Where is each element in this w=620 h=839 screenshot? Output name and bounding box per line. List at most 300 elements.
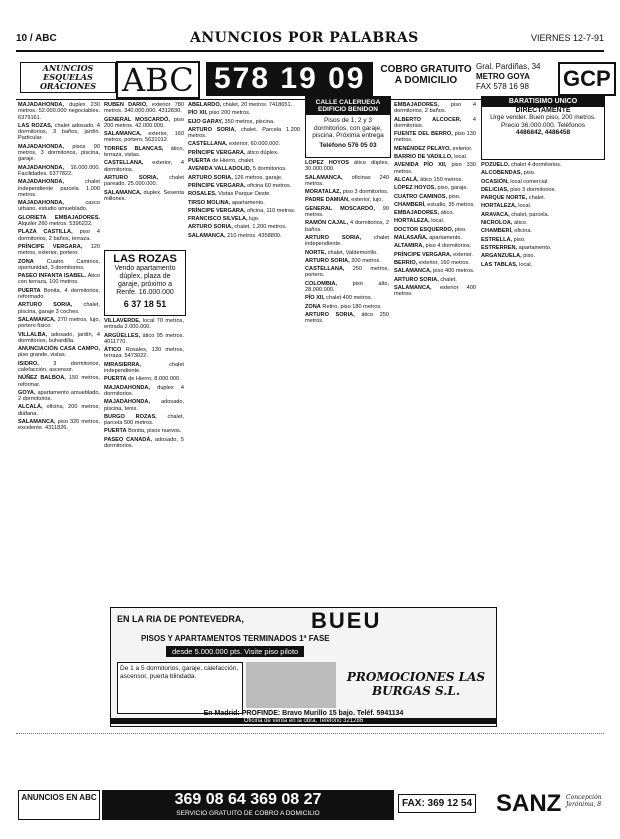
classified-ad: [104, 399, 184, 412]
ad-text: lujo.: [249, 216, 260, 223]
classified-ad: [104, 437, 184, 450]
footer-address: Concepción Jerónima, 8: [566, 794, 602, 808]
classified-ad: [394, 146, 476, 152]
ad-text: Alquiler 260 metros. 5396222.: [18, 221, 93, 228]
ad-heading: NICROLOA,: [481, 220, 513, 227]
box-calle-caleruega: [305, 96, 391, 158]
ad-heading: PRÍNCIPE VERGARA,: [18, 243, 83, 250]
ad-text: chalet pareado. 25.000.000.: [104, 174, 184, 188]
classified-ad: [305, 235, 389, 248]
classified-ad: [18, 361, 100, 374]
ad-heading: ZONA: [305, 303, 321, 310]
ad-text: exterior.: [452, 145, 473, 152]
ad-text: piso 3 dormitorios.: [510, 186, 556, 193]
classified-ad: [394, 252, 476, 258]
ad-heading: PRÍNCIPE VERGARA,: [188, 149, 246, 156]
ad-text: chalet adosado, 4 dormitorios, 3 baños, jardín. Particular.: [18, 122, 100, 142]
ad-heading: POZUELO,: [481, 162, 510, 168]
banner-address: [476, 62, 556, 92]
column-2-lower: [104, 318, 184, 603]
classified-ad: [394, 218, 476, 224]
classified-ad: [188, 150, 300, 156]
classified-ad: [305, 295, 389, 301]
ad-text: piso 4 dormitorios.: [425, 243, 472, 250]
classified-ad: [18, 144, 100, 163]
column-1: [18, 102, 100, 602]
ad-heading: LÓPEZ HOYOS,: [394, 185, 436, 192]
bueu-oficinas: Oficina de venta en la obra. Teléfono 321286: [111, 718, 496, 724]
classified-ad: [18, 390, 100, 403]
classified-ad: [18, 179, 100, 198]
classified-ad: [394, 194, 476, 200]
footer-phone-box: [102, 790, 394, 820]
classified-ad: [481, 212, 603, 218]
ad-text: ático.: [513, 220, 528, 227]
ad-heading: FUENTE DEL BERRO,: [394, 131, 453, 138]
ad-heading: BERRIO,: [394, 259, 418, 266]
ad-text: piso 4 dormitorios, 2 baños.: [394, 102, 476, 115]
ad-text: duplex 4 dormitorios.: [104, 384, 184, 397]
ad-text: piso 3 dormitorios.: [342, 189, 389, 196]
ad-text: ático 250 metros.: [305, 311, 389, 325]
ad-heading: PÍO XII,: [188, 110, 208, 117]
ad-heading: ARGANZUELA,: [481, 253, 522, 260]
classified-ad: [481, 228, 603, 234]
ad-text: 200 metros.: [351, 257, 381, 264]
column-2: [104, 102, 184, 247]
ad-text: Rosales, 130 metros, terraza. 5473022.: [104, 347, 184, 360]
bueu-line1: EN LA RIA DE PONTEVEDRA,: [117, 614, 244, 624]
ad-heading: AVENIDA PÍO XII,: [394, 162, 447, 169]
ad-text: 270 metros, lujo, portero físico.: [18, 316, 100, 330]
ad-text: local 70 metros, entrada 2.000.000.: [104, 318, 184, 331]
ad-text: Bonita, pisos nuevos.: [128, 428, 182, 435]
ad-heading: SALAMANCA,: [188, 232, 226, 239]
banner-addr1: Gral. Pardiñas, 34: [476, 62, 541, 71]
column-6: [481, 162, 603, 782]
classified-ad: [104, 362, 184, 375]
ad-text: piso 4 dormitorios, 2 baños, terraza.: [18, 229, 100, 242]
classified-ad: [305, 258, 389, 264]
ad-text: piso, garaje.: [437, 185, 469, 192]
ad-heading: AVENIDA VALLADOLID,: [188, 166, 252, 173]
ad-heading: PÍO XII,: [305, 295, 325, 302]
classified-ad: [188, 102, 300, 108]
ad-text: exterior, lujo.: [351, 197, 383, 204]
ad-heading: PADRE DAMIÁN,: [305, 197, 350, 204]
ad-text: duplex 230 metros. 52.000.000 negociables. 6379161.: [18, 102, 100, 121]
classified-ad: [104, 117, 184, 130]
classified-ad: [188, 183, 300, 189]
ad-text: apartamento.: [429, 235, 463, 242]
classified-ad: [18, 259, 100, 272]
bueu-advert: [110, 607, 497, 727]
ad-text: ático, terraza, vistas.: [104, 145, 184, 159]
ad-text: Bonita, 4 dormitorios, reformado.: [18, 287, 100, 301]
classified-ad: [394, 243, 476, 249]
ad-heading: ALCALÁ,: [18, 404, 43, 411]
ad-text: ático 95 metros. 4011770.: [104, 332, 184, 345]
ad-heading: RAMÓN CAJAL,: [305, 220, 349, 227]
classified-ad: [481, 237, 603, 243]
ad-text: de Hierro, 8.000.000.: [128, 376, 181, 383]
ad-heading: CHAMBERÍ,: [394, 201, 426, 208]
ad-heading: OCASIÓN,: [481, 178, 509, 185]
ad-heading: TIRSO MOLINA,: [188, 199, 231, 206]
classified-ad: [394, 177, 476, 183]
classified-ad: [18, 215, 100, 228]
box-las-rozas: [104, 250, 186, 316]
classified-ad: [394, 227, 476, 233]
classified-ad: [188, 110, 300, 116]
ad-heading: ALCALÁ,: [394, 176, 419, 183]
classified-ad: [481, 195, 603, 201]
ad-text: adosado, 5 dormitorios.: [104, 436, 184, 450]
ad-heading: ALBERTO ALCOCER,: [394, 116, 462, 123]
ad-text: ático.: [440, 210, 455, 217]
ad-text: 350 metros, piscina.: [224, 118, 275, 125]
ad-text: exterior 780 metros. 340.000.000. 4312830.: [104, 102, 184, 115]
ad-heading: MAJADAHONDA,: [18, 179, 64, 186]
ad-heading: EMBAJADORES,: [394, 210, 440, 217]
ad-heading: PUERTA: [18, 287, 41, 294]
classified-ad: [104, 146, 184, 159]
ad-heading: LAS ROZAS,: [18, 122, 53, 129]
ad-text: apartamento amueblado, 2 dormitorios.: [18, 389, 100, 403]
ad-heading: ARTURO SORIA,: [188, 126, 237, 133]
ad-heading: MALASAÑA,: [394, 235, 428, 242]
classified-ad: [18, 302, 100, 315]
box-baratisimo-text: Urge vender. Buen piso, 200 metros. Precio 36.000.000. Teléfonos: [490, 114, 596, 129]
ad-text: oficina 60 metros.: [247, 182, 292, 189]
classified-ad: [188, 191, 300, 197]
ad-heading: PUERTA: [104, 376, 127, 383]
ad-text: 126 metros, garaje.: [234, 174, 283, 181]
ad-text: 120 metros, exterior, portero.: [18, 243, 100, 257]
box-baratisimo-title: BARATISIMO UNICO: [482, 97, 604, 107]
ad-text: piso alto, 28.000.000.: [305, 280, 389, 294]
classified-ad: [481, 262, 603, 268]
ad-text: adosado, jardín, 4 dormitorios, buhardilla.: [18, 331, 100, 344]
ad-text: ático 150 metros.: [420, 176, 464, 183]
classified-ad: [188, 208, 300, 214]
ad-text: ático dúplex, 30.000.000.: [305, 160, 389, 173]
ad-text: piso.: [454, 226, 467, 233]
classified-ad: [18, 419, 100, 432]
ad-heading: ÁTICO: [104, 347, 122, 354]
ad-text: 4 dormitorios, 2 baños.: [305, 220, 389, 233]
classified-ad: [188, 158, 300, 164]
box-baratisimo-phone: 4486842, 4486458: [515, 129, 571, 136]
classified-ad: [18, 317, 100, 330]
ad-text: chalet 4 dormitorios.: [511, 162, 562, 168]
classified-ad: [394, 154, 476, 160]
ad-text: casco urbano, estudio amueblado.: [18, 200, 100, 213]
ad-heading: EIJO GARAY,: [188, 118, 223, 125]
ad-heading: MAJADAHONDA,: [104, 399, 150, 406]
footer-label: ANUNCIOS EN ABC: [18, 790, 100, 820]
classified-ad: [18, 200, 100, 213]
classified-ad: [394, 277, 476, 283]
ad-text: piso 200 metros.: [209, 110, 251, 117]
classified-ad: [18, 332, 100, 345]
box-calle-phone: Teléfono 576 05 03: [319, 141, 377, 149]
ad-heading: MAJADAHONDA,: [104, 384, 150, 391]
ad-heading: SALAMANCA,: [18, 316, 56, 323]
ad-heading: ARTURO SORIA,: [394, 276, 439, 283]
classified-ad: [394, 117, 476, 130]
classified-ad: [104, 428, 184, 434]
classified-ad: [305, 175, 389, 188]
ad-text: chalet, Valdemorillo.: [327, 249, 378, 256]
ad-heading: GOYA,: [18, 389, 36, 396]
ad-text: chalet.: [528, 195, 546, 202]
ad-heading: ANUNCIACIÓN CASA CAMPO,: [18, 346, 100, 353]
ad-text: exterior, 160 metros.: [418, 259, 470, 266]
classified-ad: [104, 175, 184, 188]
classified-ad: [305, 189, 389, 195]
bueu-line3: desde 5.000.000 pts. Visite piso piloto: [166, 646, 304, 657]
ad-text: piso 130 metros.: [394, 131, 476, 144]
classified-ad: [188, 233, 300, 239]
classified-ad: [18, 165, 100, 178]
classified-ad: [188, 127, 300, 140]
ad-heading: CASTELLANA,: [104, 160, 144, 167]
ad-text: 4 dormitorios.: [394, 116, 476, 129]
classified-ad: [481, 220, 603, 226]
ad-heading: ISIDRO,: [18, 360, 39, 367]
classified-ad: [481, 170, 603, 176]
classified-banner: [18, 61, 611, 99]
ad-heading: COLOMBIA,: [305, 280, 338, 287]
classified-ad: [394, 260, 476, 266]
ad-heading: ALTAMIRA,: [394, 243, 424, 250]
ad-heading: PASEO INFANTA ISABEL.: [18, 273, 86, 280]
ad-text: exterior, 4 dormitorios.: [104, 160, 184, 173]
ad-text: Cuatro Caminos, oportunidad, 3 dormitorios.: [18, 258, 100, 271]
ad-heading: GLORIETA EMBAJADORES.: [18, 214, 100, 221]
ad-heading: LÓPEZ HOYOS: [305, 160, 349, 166]
column-4: [305, 160, 389, 602]
bueu-line2: PISOS Y APARTAMENTOS TERMINADOS 1ª FASE: [141, 634, 330, 643]
ad-text: chalet, 20 metros. 7418651.: [222, 102, 293, 108]
classified-ad: [394, 210, 476, 216]
ad-heading: HORTALEZA,: [481, 203, 517, 210]
box-baratisimo-sub: DIRECTAMENTE: [515, 107, 571, 114]
ad-heading: NÚÑEZ BALBOA,: [18, 375, 66, 382]
classified-ad: [305, 197, 389, 203]
ad-heading: ABELARDO,: [188, 102, 222, 108]
ad-heading: GENERAL MOSCARDÓ,: [305, 205, 375, 212]
ad-text: chalet.: [440, 276, 457, 283]
box-calle-title: CALLE CALERUEGA EDIFICIO BENIDON: [306, 97, 390, 115]
ad-heading: SALAMANCA,: [104, 189, 142, 196]
classified-ad: [18, 273, 100, 286]
ad-text: apartamento.: [518, 244, 552, 251]
page-title: ANUNCIOS POR PALABRAS: [190, 30, 419, 46]
ad-heading: ROSALES,: [188, 191, 217, 198]
ad-text: chalet independiente parcela 1.000 metros.: [18, 179, 100, 198]
ad-text: exterior, 60.000.000.: [229, 141, 281, 148]
ad-text: local.: [519, 261, 533, 268]
ad-heading: MENÉNDEZ PELAYO,: [394, 145, 451, 152]
box-baratisimo: [481, 96, 605, 160]
footer-advert: [18, 790, 603, 822]
banner-fax: FAX 578 16 98: [476, 82, 529, 91]
ad-heading: EMBAJADORES,: [394, 102, 440, 108]
ad-text: chalet 400 metros.: [326, 295, 373, 302]
ad-text: piso.: [523, 170, 536, 177]
classified-ad: [481, 179, 603, 185]
ad-text: oficinas 240 metros.: [305, 174, 389, 187]
classified-ad: [104, 385, 184, 398]
ad-heading: ESTRELLA,: [481, 236, 513, 243]
ad-heading: PARQUE NORTE,: [481, 195, 528, 202]
bueu-brand: BUEU: [311, 608, 382, 633]
ad-heading: SALAMANCA,: [18, 419, 56, 426]
classified-ad: [305, 312, 389, 325]
ad-heading: ARTURO SORIA,: [305, 257, 350, 264]
classified-ad: [305, 206, 389, 219]
classified-ad: [481, 162, 603, 168]
ad-text: chalet. Parcela 1.200 metros.: [188, 126, 300, 140]
ad-text: piso 400 metros.: [433, 268, 475, 275]
ad-heading: MAJADAHONDA,: [18, 143, 64, 150]
ad-heading: PLAZA CASTILLA,: [18, 229, 73, 236]
classified-ad: [394, 268, 476, 274]
classified-ad: [481, 187, 603, 193]
ad-text: oficina.: [514, 228, 532, 235]
ad-heading: MAJADAHONDA,: [18, 164, 64, 171]
ad-heading: SALAMANCA,: [305, 174, 343, 181]
classified-ad: [18, 244, 100, 257]
ad-heading: DELICIAS,: [481, 186, 509, 193]
classified-ad: [188, 216, 300, 222]
ad-text: local.: [454, 154, 468, 161]
ad-heading: ARTURO SORIA,: [188, 224, 233, 231]
ad-heading: VILLAVERDE,: [104, 318, 141, 324]
ad-text: piso.: [513, 236, 526, 243]
ad-heading: HORTALEZA,: [394, 218, 430, 225]
ad-text: local.: [431, 218, 445, 225]
ad-text: chalet independiente.: [305, 234, 389, 248]
ad-text: pisos 90 metros, 3 dormitorios, piscina, garaje.: [18, 143, 100, 163]
box-las-rozas-text: Vendo apartamento dúplex, plaza de garaje, próximo a Renfe. 16.000.000: [114, 265, 176, 296]
ad-heading: ARTURO SORIA,: [305, 234, 362, 241]
ad-heading: PUERTA: [104, 428, 127, 435]
banner-cobro: COBRO GRATUITO A DOMICILIO: [380, 64, 472, 86]
ad-heading: MORATALAZ,: [305, 189, 342, 196]
box-las-rozas-phone: 6 37 18 51: [123, 299, 167, 309]
classified-ad: [104, 190, 184, 203]
ad-text: duplex. Sesenta millones.: [104, 189, 184, 202]
ad-heading: ARTURO SORIA,: [188, 174, 233, 181]
abc-logo: ABC: [116, 61, 200, 99]
ad-heading: ARTURO SORIA,: [18, 302, 73, 309]
classified-ad: [188, 141, 300, 147]
ad-heading: NORTE,: [305, 249, 327, 256]
ad-text: chalet independiente.: [104, 361, 184, 375]
classified-ad: [481, 253, 603, 259]
classified-ad: [104, 376, 184, 382]
ad-text: adosado, piscina, tenis.: [104, 399, 184, 412]
classified-ad: [305, 304, 389, 310]
classified-ad: [18, 102, 100, 121]
footer-phones: 369 08 64 369 08 27: [174, 791, 322, 808]
classified-ad: [394, 185, 476, 191]
classified-ad: [104, 347, 184, 360]
page-number: 10 / ABC: [16, 33, 57, 44]
ad-text: 150 metros, reformar.: [18, 375, 100, 388]
ad-heading: ZONA: [18, 258, 34, 265]
divider-dots: [16, 733, 604, 734]
ad-heading: CASTELLANA,: [188, 141, 228, 148]
classified-ad: [18, 375, 100, 388]
ad-heading: CASTELLANA,: [305, 266, 345, 273]
classified-ad: [18, 229, 100, 242]
classified-ad: [18, 404, 100, 417]
ad-heading: RUBÉN DARÍO,: [104, 102, 148, 108]
ad-heading: CHAMBERÍ,: [481, 228, 513, 235]
footer-brand: SANZ: [496, 790, 562, 817]
ad-text: chalet, parcela.: [511, 211, 550, 218]
classified-ad: [305, 220, 389, 233]
ad-heading: MAJADAHONDA,: [18, 200, 64, 207]
ad-text: chalet, 1.200 metros.: [234, 224, 287, 231]
box-calle-text: Pisos de 1, 2 y 3 dormitorios, con garaje, piscina. Próxima entrega: [312, 117, 384, 139]
ad-heading: ARAVACA,: [481, 211, 510, 218]
classified-ad: [188, 119, 300, 125]
ad-heading: TORRES BLANCAS,: [104, 145, 164, 152]
ad-heading: LAS TABLAS,: [481, 261, 518, 268]
classified-ad: [394, 285, 476, 298]
ad-text: Retiro, piso 180 metros.: [322, 303, 382, 310]
ad-heading: PUERTA: [188, 158, 211, 165]
classified-ad: [188, 175, 300, 181]
classified-ad: [305, 266, 389, 279]
bueu-photo: [246, 662, 336, 708]
ad-heading: ARTURO SORIA,: [104, 174, 159, 181]
ad-text: oficina, 110 metros.: [247, 207, 296, 214]
header-rule: [16, 50, 604, 52]
bueu-feature: De 1 a 5 dormitorios, garaje, calefacción, ascensor, puerta blindada.: [117, 662, 243, 714]
ad-text: 3 dormitorios, calefacción, ascensor.: [18, 360, 100, 373]
classified-ad: [305, 250, 389, 256]
ad-heading: DOCTOR ESQUERDO,: [394, 226, 454, 233]
ad-heading: PRÍNCIPE VERGARA,: [188, 182, 246, 189]
footer-service: SERVICIO GRATUITO DE COBRO A DOMICILIO: [176, 810, 320, 817]
footer-fax: FAX: 369 12 54: [398, 794, 476, 813]
ad-heading: PRÍNCIPE VERGARA,: [188, 207, 246, 214]
ad-heading: MIRASIERRA,: [104, 361, 141, 368]
bueu-promo: PROMOCIONES LAS BURGAS S.L.: [346, 670, 486, 698]
ad-text: piso.: [523, 253, 536, 260]
ad-text: oficina, 200 metros, diáfana.: [18, 404, 100, 417]
classified-ad: [104, 160, 184, 173]
classified-ad: [18, 346, 100, 359]
ad-text: piso 320 metros, excelente. 4311826.: [18, 419, 100, 432]
ad-text: local comercial.: [510, 178, 549, 185]
classified-ad: [104, 102, 184, 115]
classified-ad: [394, 102, 476, 115]
ad-text: Ático con terraza, 100 metros.: [18, 273, 100, 286]
ad-text: piso 330 metros.: [394, 162, 476, 175]
ad-heading: ALCOBENDAS,: [481, 170, 523, 177]
ad-text: de Hierro, chalet.: [212, 158, 255, 165]
ad-text: chalet, parcela 500 metros.: [104, 413, 184, 427]
ad-text: 5 dormitorios.: [252, 166, 287, 173]
ad-text: piso grande, vistas.: [18, 352, 67, 359]
